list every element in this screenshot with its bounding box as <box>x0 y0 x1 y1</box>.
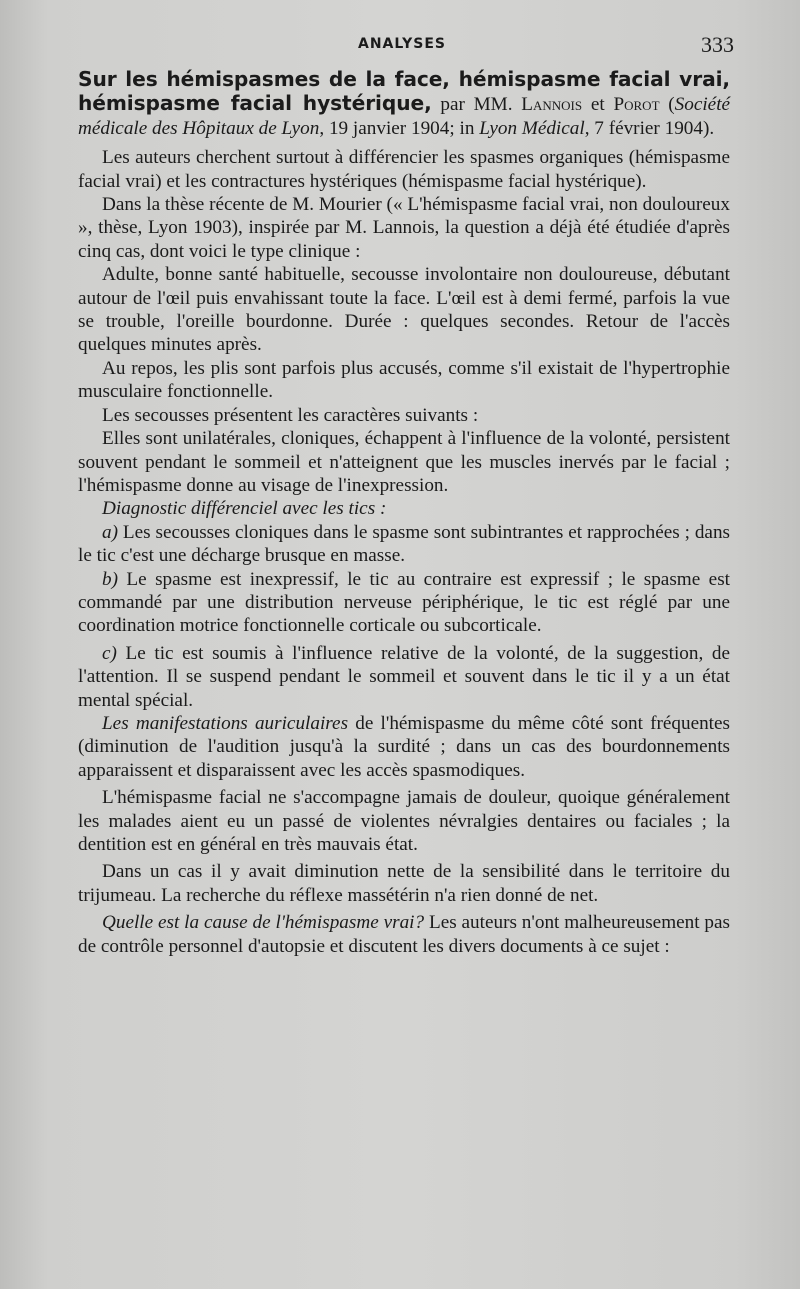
author-lannois: Lannois <box>521 94 583 116</box>
paragraph-5: Les secousses présentent les caractères suivants : <box>102 404 479 426</box>
source-journal-1: Société médicale des Hôpitaux de Lyon <box>78 94 731 139</box>
paragraph-6: Elles sont unilatérales, cloniques, échappent à l'influence de la volonté, persistent souvent pendant le sommeil et n'atteignent que les muscles inervés par le facial ; l'hémispasme donne au visage de l'inexpression. <box>78 428 730 496</box>
item-letter-c: c) <box>102 642 117 664</box>
cause-question: Quelle est la cause de l'hémispasme vrai? <box>102 912 425 934</box>
paragraph-10: Dans un cas il y avait diminution nette de la sensibilité dans le territoire du trijumeau. La recherche du réflexe massétérin n'a rien donné de net. <box>78 861 730 906</box>
paragraph-3: Adulte, bonne santé habituelle, secousse involontaire non douloureuse, débutant autour de l'œil puis envahissant toute la face. L'œil est à demi fermé, parfois la vue se trouble, l'oreille bourdonne. Durée : quelques secondes. Retour de l'accès quelques minutes après. <box>78 264 730 356</box>
paragraph-c <box>78 642 730 712</box>
source-journal-2: Lyon Médical <box>479 117 585 139</box>
paragraph-9: L'hémispasme facial ne s'accompagne jamais de douleur, quoique généralement les malades aient eu un passé de violentes névralgies dentaires ou faciales ; la dentition est en général en très mauvais état. <box>78 787 730 855</box>
article-and: et <box>590 94 605 116</box>
paragraph-auricular <box>78 712 730 782</box>
article-title: Sur les hémispasmes de la face, hémispasme facial vrai, hémispasme facial hystérique, <box>78 67 730 116</box>
author-porot: Porot <box>613 94 660 116</box>
article-heading <box>78 68 730 140</box>
item-text-a: Les secousses cloniques dans le spasme sont subintrantes et rapprochées ; dans le tic c'est une décharge brusque en masse. <box>78 521 731 567</box>
page-body <box>78 68 730 958</box>
source-date-1: , 19 janvier 1904; <box>319 117 455 139</box>
item-text-b: Le spasme est inexpressif, le tic au contraire est expressif ; le spasme est commandé par une distribution nerveuse périphérique, le tic est réglé par une coordination motrice fonctionnelle corticale ou subcorticale. <box>78 568 730 637</box>
item-letter-a: a) <box>102 521 118 543</box>
item-letter-b: b) <box>102 568 118 590</box>
source-date-2: , 7 février 1904). <box>584 117 715 139</box>
source-in: in <box>459 117 475 139</box>
source-open: ( <box>668 94 675 116</box>
page-number: 333 <box>701 32 734 57</box>
diagnostic-heading: Diagnostic différenciel avec les tics : <box>102 498 387 520</box>
cause-text: Les auteurs n'ont malheureusement pas de contrôle personnel d'autopsie et discutent les divers documents à ce sujet : <box>78 912 730 957</box>
item-text-c: Le tic est soumis à l'influence relative de la volonté, de la suggestion, de l'attention. Il se suspend pendant le sommeil et souvent dans le tic il y a un état mental spécial. <box>78 642 730 711</box>
paragraph-a <box>78 521 730 568</box>
auricular-heading: Les manifestations auriculaires <box>102 712 349 734</box>
paragraph-2: Dans la thèse récente de M. Mourier (« L'hémispasme facial vrai, non douloureux », thèse, Lyon 1903), inspirée par M. Lannois, la question a déjà été étudiée d'après cinq cas, dont voici le type clinique : <box>78 194 730 262</box>
page-header <box>0 34 800 58</box>
paragraph-1: Les auteurs cherchent surtout à différencier les spasmes organiques (hémispasme facial vrai) et les contractures hystériques (hémispasme facial hystérique). <box>78 147 730 192</box>
article-by: par MM. <box>440 94 513 116</box>
running-head: ANALYSES <box>358 36 446 52</box>
paragraph-cause <box>78 911 730 958</box>
paragraph-b <box>78 568 730 638</box>
auricular-text: de l'hémispasme du même côté sont fréquentes (diminution de l'audition jusqu'à la surdité ; dans un cas des bourdonnements apparaissent et disparaissent avec les accès spasmodiques. <box>78 712 730 781</box>
paragraph-4: Au repos, les plis sont parfois plus accusés, comme s'il existait de l'hypertrophie musculaire fonctionnelle. <box>78 357 730 403</box>
